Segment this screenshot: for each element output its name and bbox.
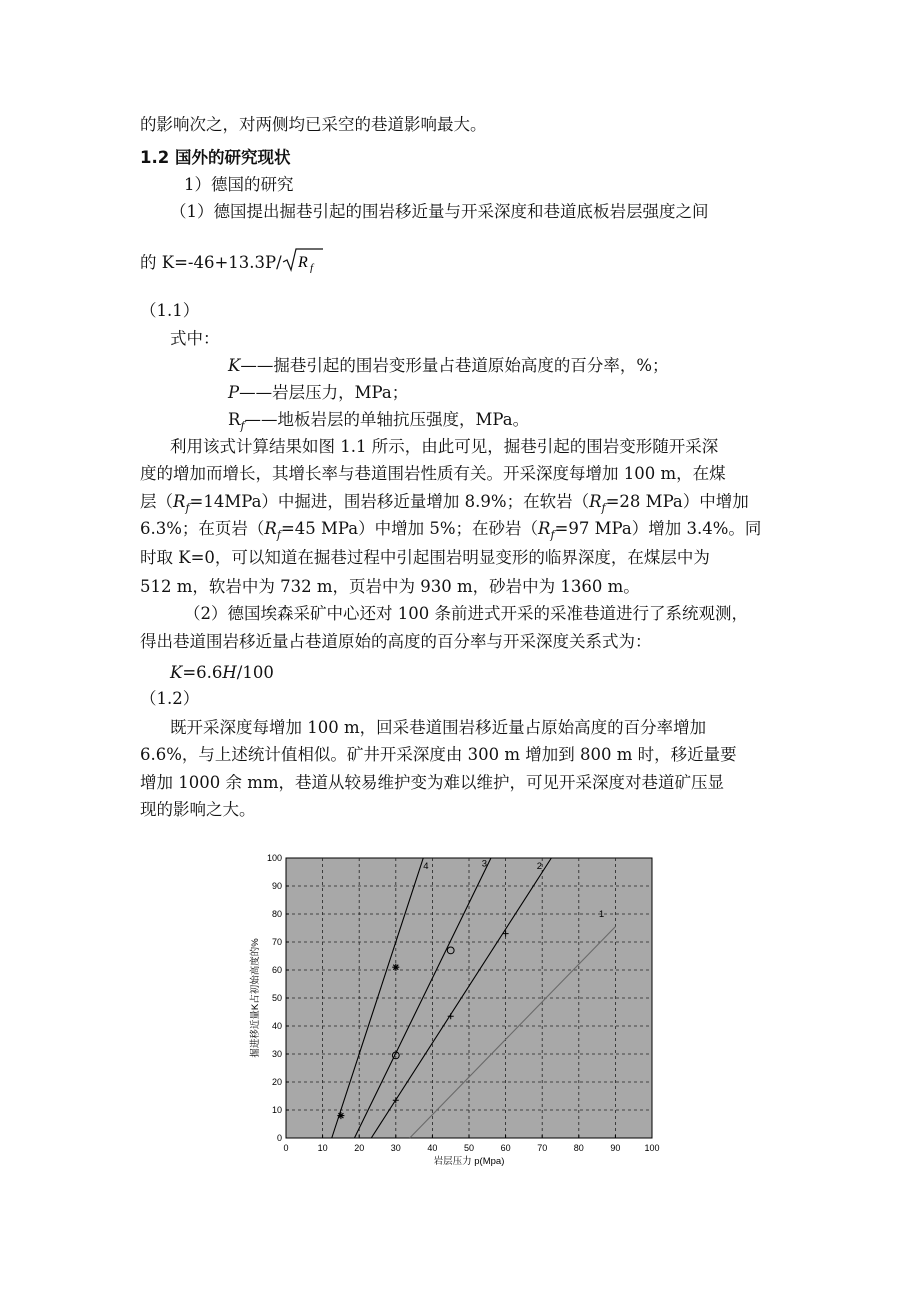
y-tick-label: 50 — [271, 993, 282, 1003]
x-tick-label: 0 — [283, 1143, 289, 1153]
formula-2 — [170, 661, 820, 685]
marker-star — [392, 964, 399, 971]
x-axis-label: 岩层压力 p(Mpa) — [433, 1156, 505, 1167]
symbol: H — [222, 663, 237, 682]
x-tick-label: 60 — [500, 1143, 511, 1153]
symbol-sub: f — [276, 528, 281, 542]
definition-text: ——掘巷引起的围岩变形量占巷道原始高度的百分率，%； — [240, 356, 669, 375]
y-tick-label: 30 — [271, 1049, 282, 1059]
text-span: 层（ — [140, 492, 173, 511]
radicand-sub: f — [309, 262, 313, 273]
symbol: R — [173, 492, 186, 511]
y-tick-label: 0 — [276, 1133, 282, 1143]
text-line — [140, 490, 790, 520]
curve-label: 1 — [598, 908, 605, 920]
text-line: 增加 1000 余 mm，巷道从较易维护变为难以维护，可见开采深度对巷道矿压显 — [140, 773, 725, 792]
x-tick-label: 40 — [427, 1143, 438, 1153]
text-line — [140, 517, 790, 547]
text-line: 度的增加而增长，其增长率与巷道围岩性质有关。开采深度每增加 100 m，在煤 — [140, 464, 726, 483]
text-span: /100 — [236, 663, 274, 682]
text-line: （2）德国埃森采矿中心还对 100 条前进式开采的采准巷道进行了系统观测， — [184, 604, 748, 623]
y-tick-label: 60 — [271, 965, 282, 975]
symbol: K — [170, 663, 183, 682]
sqrt-symbol — [282, 247, 324, 280]
text-span: =6.6 — [182, 663, 223, 682]
x-tick-label: 90 — [610, 1143, 621, 1153]
definition-text: ——地板岩层的单轴抗压强度，MPa。 — [244, 410, 530, 429]
formula-1 — [140, 247, 790, 280]
text-span: =28 MPa）中增加 — [605, 492, 749, 511]
symbol: R — [538, 519, 551, 538]
definition-text: ——岩层压力，MPa； — [239, 383, 409, 402]
y-tick-label: 80 — [271, 909, 282, 919]
text-line: 利用该式计算结果如图 1.1 所示，由此可见，掘巷引起的围岩变形随开采深 — [170, 437, 719, 456]
text-line: 现的影响之大。 — [140, 800, 256, 819]
x-tick-label: 80 — [573, 1143, 584, 1153]
symbol-sub: f — [185, 501, 190, 515]
text-line: 式中： — [170, 329, 220, 348]
y-tick-label: 90 — [271, 881, 282, 891]
equation-number: （1.2） — [140, 689, 200, 708]
symbol: R — [228, 410, 241, 429]
text-line: （1）德国提出掘巷引起的围岩移近量与开采深度和巷道底板岩层强度之间 — [170, 202, 709, 221]
y-tick-label: 70 — [271, 937, 282, 947]
formula-prefix: 的 K=-46+13.3P/ — [140, 253, 282, 272]
text-line: 时取 K=0，可以知道在掘巷过程中引起围岩明显变形的临界深度，在煤层中为 — [140, 548, 710, 567]
text-line: 512 m，软岩中为 732 m，页岩中为 930 m，砂岩中为 1360 m。 — [140, 577, 640, 596]
text-line: 的影响次之，对两侧均已采空的巷道影响最大。 — [140, 115, 487, 134]
symbol-sub: f — [240, 419, 245, 433]
curve-label: 3 — [481, 858, 488, 870]
text-line: 得出巷道围岩移近量占巷道原始的高度的百分率与开采深度关系式为： — [140, 632, 652, 651]
equation-number: （1.1） — [140, 301, 200, 320]
subheading: 1）德国的研究 — [184, 175, 294, 194]
x-tick-label: 20 — [354, 1143, 365, 1153]
marker-star — [337, 1112, 344, 1119]
text-span: 6.3%；在页岩（ — [140, 519, 265, 538]
radicand: R — [297, 254, 308, 271]
x-tick-label: 30 — [390, 1143, 401, 1153]
figure-1-1-chart — [240, 845, 680, 1175]
definition-k — [228, 354, 878, 378]
symbol: R — [589, 492, 602, 511]
x-tick-label: 100 — [644, 1143, 660, 1153]
symbol: K — [228, 356, 241, 375]
text-line: 既开采深度每增加 100 m，回采巷道围岩移近量占原始高度的百分率增加 — [170, 718, 707, 737]
x-tick-label: 10 — [317, 1143, 328, 1153]
text-line: 6.6%，与上述统计值相似。矿井开采深度由 300 m 增加到 800 m 时，移近量要 — [140, 745, 737, 764]
x-tick-label: 70 — [537, 1143, 548, 1153]
y-tick-label: 10 — [271, 1105, 282, 1115]
text-span: =14MPa）中掘进，围岩移近量增加 8.9%；在软岩（ — [189, 492, 590, 511]
y-tick-label: 20 — [271, 1077, 282, 1087]
curve-label: 2 — [536, 861, 543, 873]
x-tick-label: 50 — [463, 1143, 475, 1153]
text-span: =45 MPa）中增加 5%；在砂岩（ — [280, 519, 539, 538]
section-heading: 1.2 国外的研究现状 — [140, 148, 291, 167]
symbol-sub: f — [550, 528, 555, 542]
definition-rf — [228, 408, 878, 438]
y-tick-label: 100 — [266, 853, 282, 863]
y-tick-label: 40 — [271, 1021, 282, 1031]
curve-label: 4 — [423, 861, 429, 873]
definition-p — [228, 381, 878, 405]
symbol: R — [264, 519, 277, 538]
y-axis-label: 掘进移近量K占初始高度的% — [250, 938, 261, 1058]
symbol: P — [228, 383, 240, 402]
text-span: =97 MPa）增加 3.4%。同 — [554, 519, 762, 538]
symbol-sub: f — [601, 501, 606, 515]
